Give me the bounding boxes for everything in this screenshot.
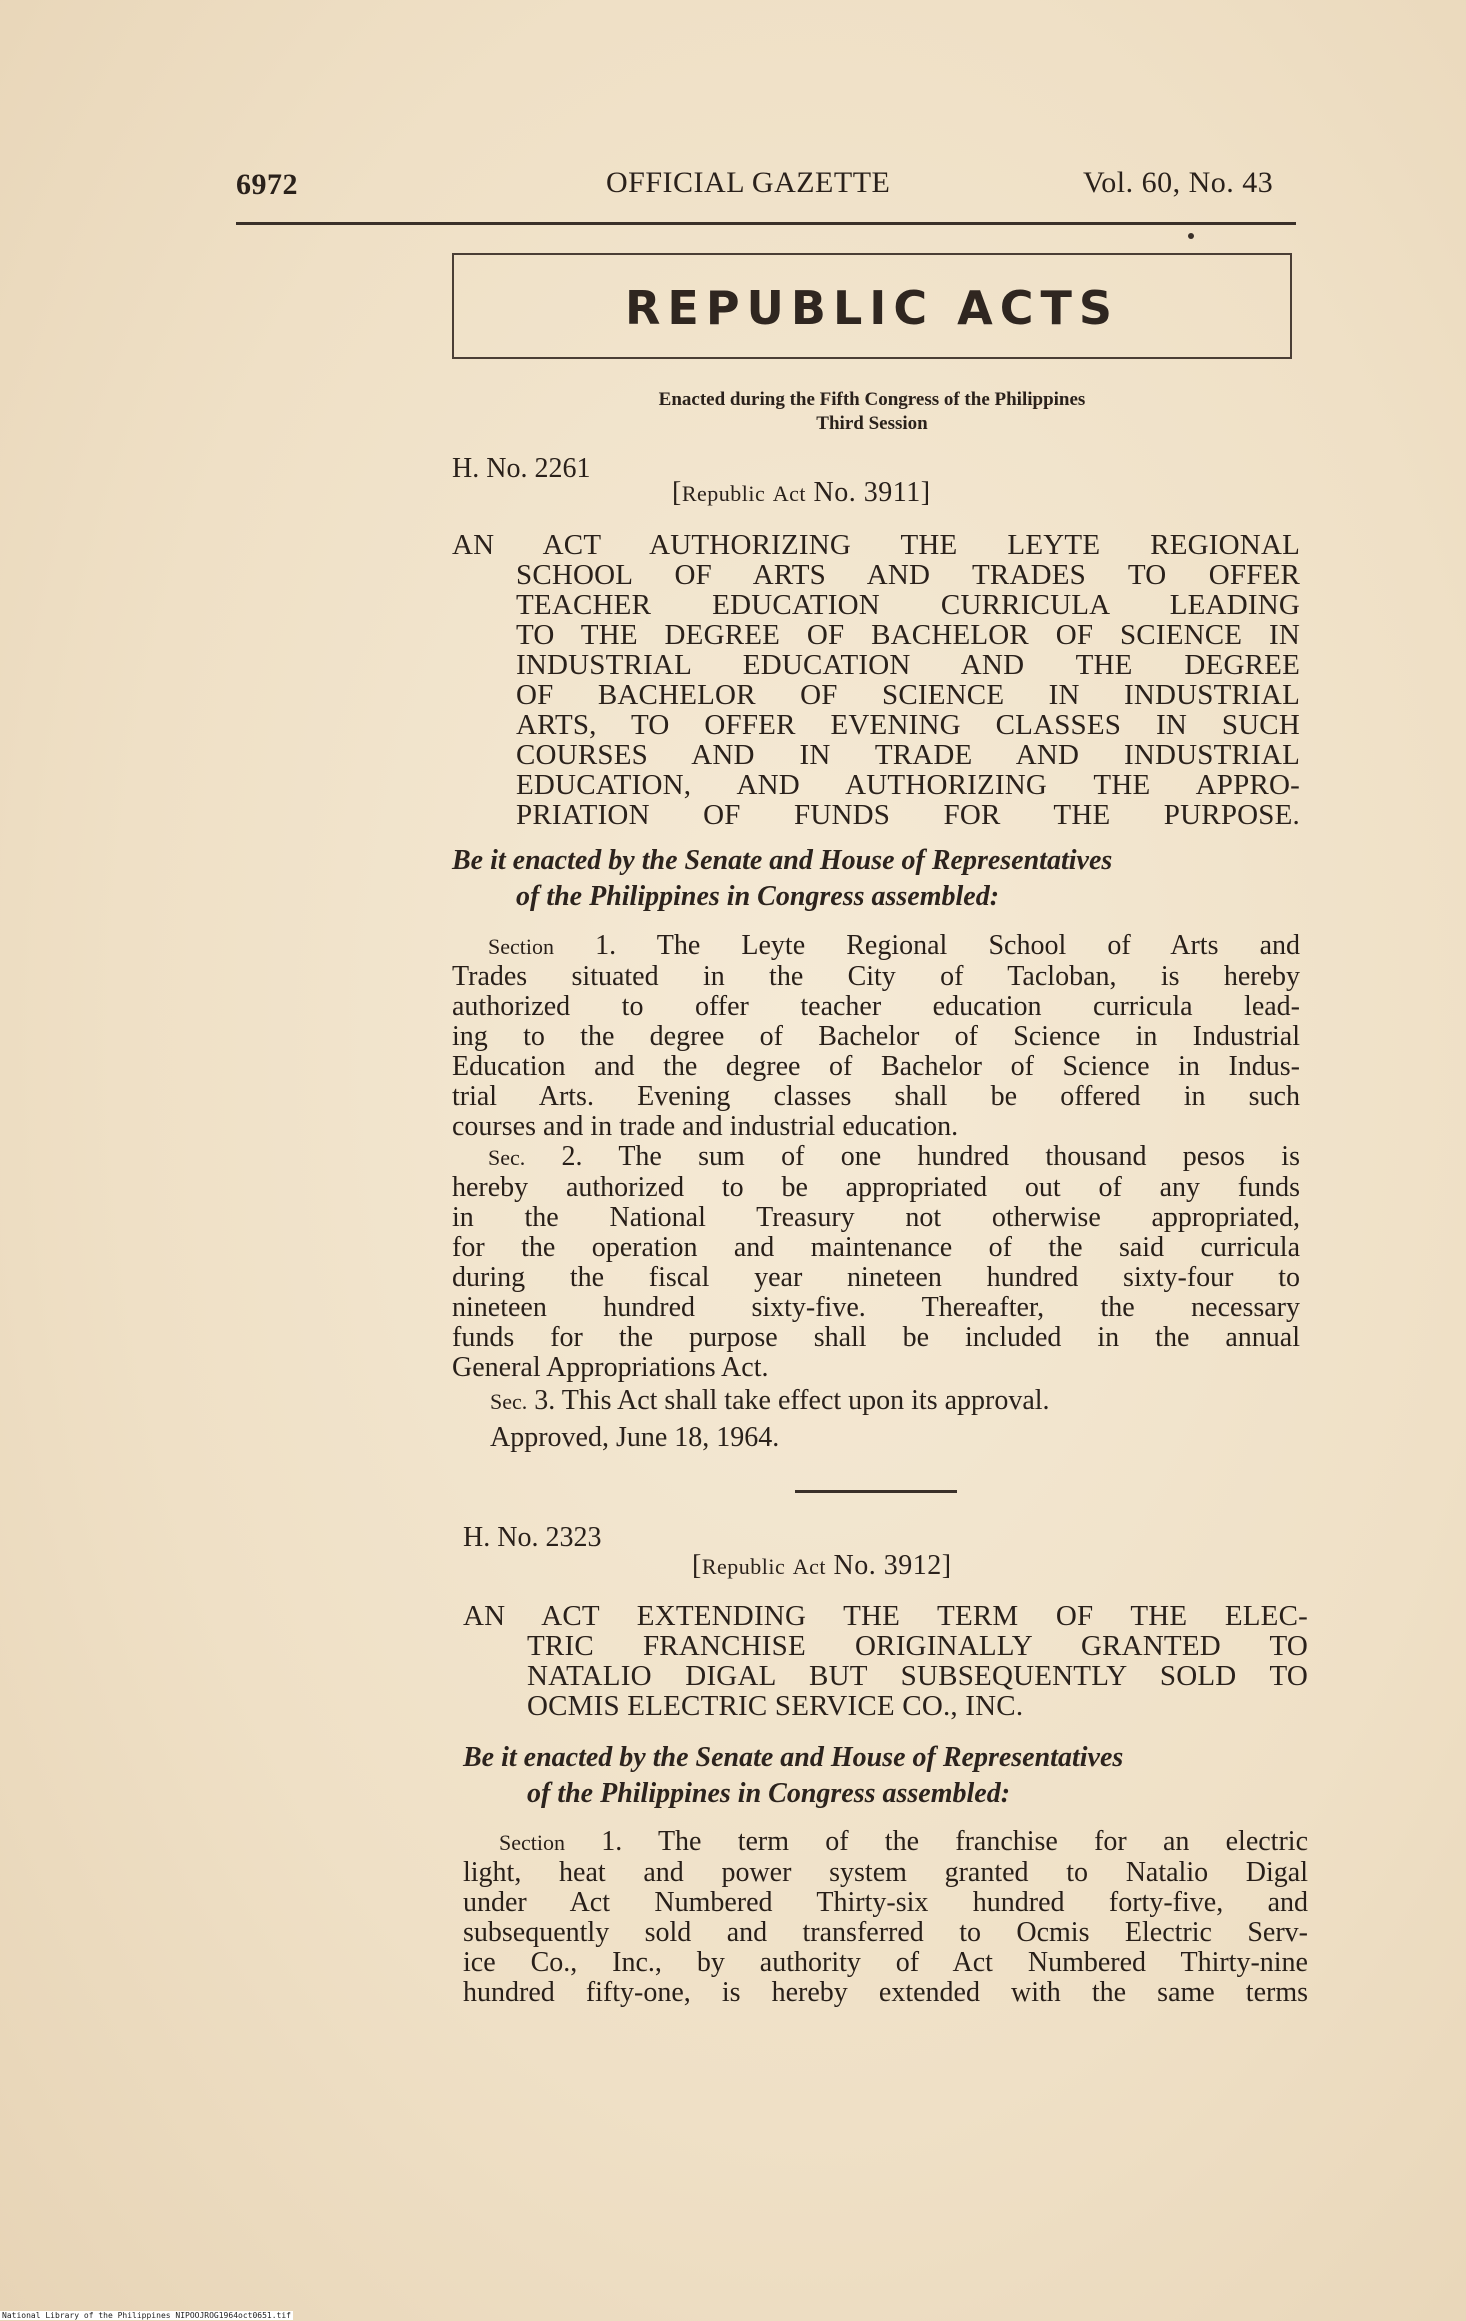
house-bill-number-1: H. No. 2261: [452, 453, 591, 484]
section-label: Section: [499, 1830, 565, 1855]
body-line: General Appropriations Act.: [452, 1352, 769, 1383]
body-line: hundred fifty-one, is hereby extended with the same terms: [463, 1977, 1308, 2008]
body-line: authorized to offer teacher education curricula lead-: [452, 991, 1300, 1022]
title-line: OCMIS ELECTRIC SERVICE CO., INC.: [527, 1690, 1024, 1722]
republic-acts-banner: [452, 253, 1292, 359]
body-line: ice Co., Inc., by authority of Act Numbered Thirty-nine: [463, 1947, 1308, 1978]
enacting-line: Be it enacted by the Senate and House of Representatives: [463, 1742, 1124, 1773]
ra-word-act: Act: [772, 481, 807, 506]
republic-act-number-2: [692, 1550, 952, 1582]
enacting-line: of the Philippines in Congress assembled:: [527, 1778, 1011, 1809]
title-line: PRIATION OF FUNDS FOR THE PURPOSE.: [516, 799, 1300, 831]
ink-dot: [1188, 233, 1194, 239]
body-line: hereby authorized to be appropriated out of any funds: [452, 1172, 1300, 1203]
body-line: Trades situated in the City of Tacloban, is hereby: [452, 961, 1300, 992]
act-title-2: [463, 1601, 1308, 1721]
page-number: 6972: [236, 168, 298, 201]
enacting-line: of the Philippines in Congress assembled:: [516, 881, 1000, 912]
title-line: TO THE DEGREE OF BACHELOR OF SCIENCE IN: [516, 619, 1300, 651]
enacting-clause-1: [452, 843, 1300, 915]
enacting-line: Be it enacted by the Senate and House of Representatives: [452, 845, 1113, 876]
ra-number: No. 3911]: [813, 477, 931, 508]
body-line: subsequently sold and transferred to Ocmis Electric Serv-: [463, 1917, 1308, 1948]
section-label: Sec.: [488, 1145, 526, 1170]
title-line: OF BACHELOR OF SCIENCE IN INDUSTRIAL: [516, 679, 1300, 711]
banner-title: REPUBLIC ACTS: [624, 281, 1120, 335]
act-separator: [795, 1490, 957, 1493]
body-line: Education and the degree of Bachelor of Science in Indus-: [452, 1051, 1300, 1082]
title-line: EDUCATION, AND AUTHORIZING THE APPRO-: [516, 769, 1300, 801]
act-title-1: [452, 530, 1300, 830]
ra-bracket: [: [692, 1550, 702, 1581]
scan-source-note: National Library of the Philippines NIPOOJROG1964oct0651.tif: [2, 2311, 291, 2320]
approval-date-1: Approved, June 18, 1964.: [490, 1422, 780, 1453]
body-line: ing to the degree of Bachelor of Science in Industrial: [452, 1021, 1300, 1052]
title-line: AN ACT EXTENDING THE TERM OF THE ELEC-: [463, 1600, 1308, 1632]
ra-word-republic: Republic: [701, 1554, 786, 1579]
ra-number: No. 3912]: [833, 1550, 952, 1581]
ra-word-republic: Republic: [681, 481, 766, 506]
body-line: [452, 1142, 1300, 1173]
ra-bracket: [: [672, 477, 682, 508]
header-rule: [236, 222, 1296, 225]
ra-word-act: Act: [792, 1554, 827, 1579]
volume-number: Vol. 60, No. 43: [1083, 166, 1274, 199]
house-bill-number-2: H. No. 2323: [463, 1522, 602, 1553]
session-line: Third Session: [816, 413, 928, 434]
body-line: nineteen hundred sixty-five. Thereafter, the necessary: [452, 1292, 1300, 1323]
body-line: courses and in trade and industrial education.: [452, 1111, 959, 1142]
body-text: 1. The Leyte Regional School of Arts and: [595, 930, 1301, 961]
body-line: during the fiscal year nineteen hundred sixty-four to: [452, 1262, 1300, 1293]
title-line: ARTS, TO OFFER EVENING CLASSES IN SUCH: [516, 709, 1300, 741]
title-line: TEACHER EDUCATION CURRICULA LEADING: [516, 589, 1300, 621]
section-3-text: [490, 1385, 1050, 1417]
body-text: 3. This Act shall take effect upon its approval.: [534, 1385, 1050, 1416]
section-1-text: [452, 931, 1300, 1383]
body-line: trial Arts. Evening classes shall be offered in such: [452, 1081, 1300, 1112]
enacting-clause-2: [463, 1740, 1308, 1812]
body-line: in the National Treasury not otherwise appropriated,: [452, 1202, 1300, 1233]
body-line: light, heat and power system granted to Natalio Digal: [463, 1857, 1308, 1888]
title-line: AN ACT AUTHORIZING THE LEYTE REGIONAL: [452, 529, 1300, 561]
congress-line: Enacted during the Fifth Congress of the Philippines: [658, 389, 1086, 410]
title-line: SCHOOL OF ARTS AND TRADES TO OFFER: [516, 559, 1300, 591]
body-line: [463, 1827, 1308, 1858]
body-text: 2. The sum of one hundred thousand pesos is: [561, 1141, 1300, 1172]
title-line: INDUSTRIAL EDUCATION AND THE DEGREE: [516, 649, 1300, 681]
section-label: Section: [488, 934, 554, 959]
body-line: under Act Numbered Thirty-six hundred forty-five, and: [463, 1887, 1308, 1918]
body-line: [452, 931, 1300, 962]
act2-section-1-text: [463, 1827, 1308, 2008]
body-line: funds for the purpose shall be included in the annual: [452, 1322, 1300, 1353]
title-line: TRIC FRANCHISE ORIGINALLY GRANTED TO: [527, 1630, 1308, 1662]
section-label: Sec.: [490, 1389, 528, 1414]
body-line: for the operation and maintenance of the said curricula: [452, 1232, 1300, 1263]
title-line: COURSES AND IN TRADE AND INDUSTRIAL: [516, 739, 1300, 771]
publication-title: OFFICIAL GAZETTE: [606, 166, 891, 199]
republic-act-number-1: [672, 477, 931, 509]
body-text: 1. The term of the franchise for an electric: [601, 1826, 1308, 1857]
title-line: NATALIO DIGAL BUT SUBSEQUENTLY SOLD TO: [527, 1660, 1308, 1692]
